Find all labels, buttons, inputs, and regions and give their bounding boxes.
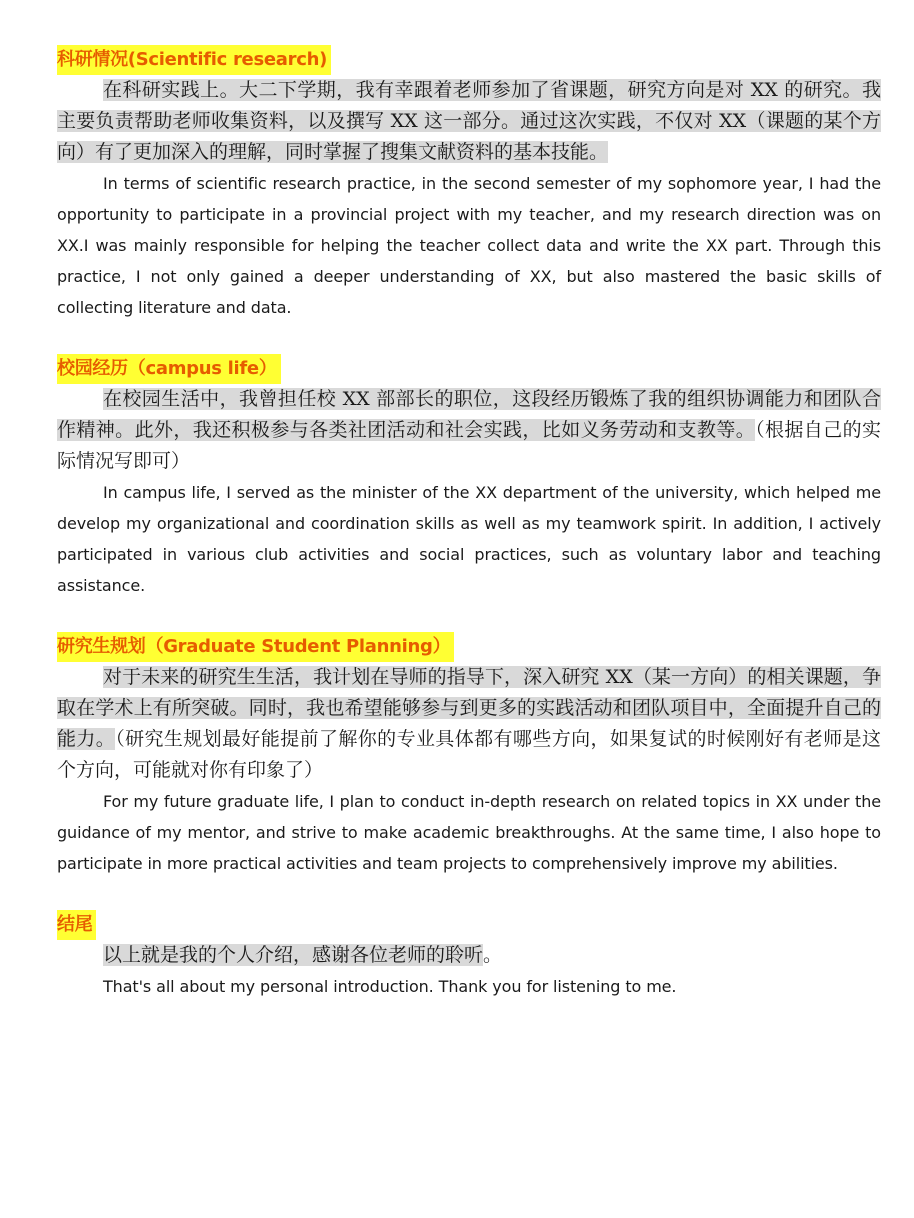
section-campus-life — [57, 354, 881, 601]
highlighted-chinese-text: 对于未来的研究生生活，我计划在导师的指导下，深入研究 XX（某一方向）的相关课题，争取在学术上有所突破。同时，我也希望能够参与到更多的实践活动和团队项目中，全面提升自己的能力。 — [57, 666, 881, 750]
english-paragraph: In campus life, I served as the minister of the XX department of the university, which helped me develop my organizational and coordination skills as well as my teamwork spirit. In addition, I actively participated in various club activities and social practices, such as voluntary labor and teaching assistance. — [57, 483, 881, 595]
chinese-note: （研究生规划最好能提前了解你的专业具体都有哪些方向，如果复试的时候刚好有老师是这个方向，可能就对你有印象了） — [57, 728, 881, 781]
document-page — [57, 45, 881, 1002]
chinese-paragraph — [57, 662, 881, 786]
highlighted-chinese-text: 在校园生活中，我曾担任校 XX 部部长的职位，这段经历锻炼了我的组织协调能力和团队合作精神。此外，我还积极参与各类社团活动和社会实践，比如义务劳动和支教等。 — [57, 388, 881, 441]
section-heading: 科研情况(Scientific research) — [57, 45, 331, 75]
chinese-paragraph — [57, 384, 881, 477]
highlighted-chinese-text: 在科研实践上。大二下学期，我有幸跟着老师参加了省课题，研究方向是对 XX 的研究。我主要负责帮助老师收集资料，以及撰写 XX 这一部分。通过这次实践，不仅对 XX（课题的某个方向）有了更加深入的理解，同时掌握了搜集文献资料的基本技能。 — [57, 79, 881, 163]
chinese-paragraph — [57, 940, 881, 971]
english-paragraph: In terms of scientific research practice, in the second semester of my sophomore year, I had the opportunity to participate in a provincial project with my teacher, and my research direction was on XX.I was mainly responsible for helping the teacher collect data and write the XX part. Through this practice, I not only gained a deeper understanding of XX, but also mastered the basic skills of collecting literature and data. — [57, 174, 881, 317]
chinese-note: 。 — [483, 944, 503, 966]
section-heading: 研究生规划（Graduate Student Planning） — [57, 632, 454, 662]
highlighted-chinese-text: 以上就是我的个人介绍，感谢各位老师的聆听 — [103, 944, 484, 966]
chinese-paragraph — [57, 75, 881, 168]
section-heading: 校园经历（campus life） — [57, 354, 281, 384]
section-heading: 结尾 — [57, 910, 96, 940]
section-graduate-planning — [57, 632, 881, 879]
english-paragraph: For my future graduate life, I plan to conduct in-depth research on related topics in XX under the guidance of my mentor, and strive to make academic breakthroughs. At the same time, I also hope to participate in more practical activities and team projects to comprehensively improve my abilities. — [57, 792, 881, 873]
section-scientific-research — [57, 45, 881, 323]
chinese-note: （根据自己的实际情况写即可） — [57, 419, 881, 472]
section-closing — [57, 910, 881, 1002]
english-paragraph: That's all about my personal introduction. Thank you for listening to me. — [103, 977, 677, 996]
